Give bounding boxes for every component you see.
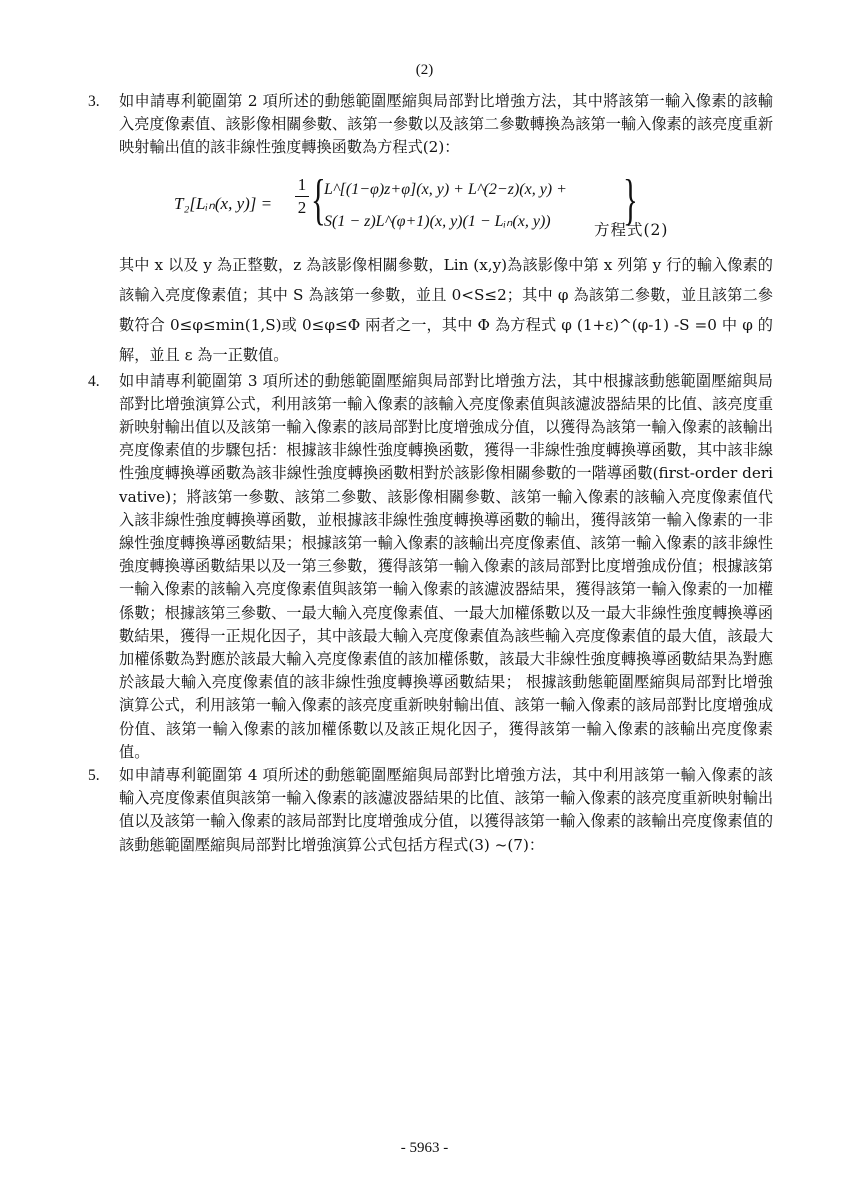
claim-text: 如申請專利範圍第 3 項所述的動態範圍壓縮與局部對比增強方法，其中根據該動態範圍壓縮與局部對比增強演算公式，利用該第一輸入像素的該輸入亮度像素值與該濾波器結果的比值、該亮度重新映射輸出值以及該第一輸入像素的該局部對比度增強成分值，以獲得為該第一輸入像素的該輸出亮度像素值的步驟包括：根據該非線性強度轉換函數，獲得一非線性強度轉換導函數，其中該非線性強度轉換導函數為該非線性強度轉換函數相對於該影像相關參數的一階導函數(first-order derivative)；將該第一參數、該第二參數、該影像相關參數、該第一輸入像素的該輸入亮度像素值代入該非線性強度轉換導函數，並根據該非線性強度轉換導函數的輸出，獲得該第一輸入像素的一非線性強度轉換導函數結果；根據該第一輸入像素的該輸出亮度像素值、該第一輸入像素的該非線性強度轉換導函數結果以及一第三參數，獲得該第一輸入像素的該局部對比度增強成份值；根據該第一輸入像素的該輸入亮度像素值與該第一輸入像素的該濾波器結果，獲得該第一輸入像素的一加權係數；根據該第三參數、一最大輸入亮度像素值、一最大加權係數以及一最大非線性強度轉換導函數結果，獲得一正規化因子，其中該最大輸入亮度像素值為該些輸入亮度像素值的最大值，該最大加權係數為對應於該最大輸入亮度像素值的該加權係數，該最大非線性強度轉換導函數結果為對應於該最大輸入亮度像素值的該非線性強度轉換導函數結果； 根據該動態範圍壓縮與局部對比增強演算公式，利用該第一輸入像素的該亮度重新映射輸出值、該第一輸入像素的該局部對比度增強成份值、該第一輸入像素的該加權係數以及該正規化因子，獲得該第一輸入像素的該輸出亮度像素值。 xyxy=(119,371,773,761)
page-label-top: (2) xyxy=(415,62,434,78)
claim-number: 4. xyxy=(88,372,100,390)
equation-fraction xyxy=(295,175,309,218)
claim-5 xyxy=(88,764,773,857)
claim-definitions: 其中 x 以及 y 為正整數，z 為該影像相關參數，Lin (x,y)為該影像中第 x 列第 y 行的輸入像素的該輸入亮度像素值；其中 S 為該第一參數，並且 0<S≤2；其中 φ 為該第二參數，並且該第二參數符合 0≤φ≤min(1,S)或 0≤φ≤Φ 兩者之一，其中 Φ 為方程式 φ (1+ε)^(φ-1) -S =0 中 φ 的解，並且 ε 為一正數值。 xyxy=(119,255,773,364)
claim-number: 5. xyxy=(88,767,100,785)
claim-3 xyxy=(88,90,773,370)
fraction-numerator: 1 xyxy=(297,174,307,194)
fraction-denominator: 2 xyxy=(297,197,307,217)
claim-text: 如申請專利範圍第 4 項所述的動態範圍壓縮與局部對比增強方法，其中利用該第一輸入像素的該輸入亮度像素值與該第一輸入像素的該濾波器結果的比值、該第一輸入像素的該亮度重新映射輸出值以及該第一輸入像素的該局部對比度增強成分值，以獲得該第一輸入像素的該輸出亮度像素值的該動態範圍壓縮與局部對比增強演算公式包括方程式(3) ~(7)： xyxy=(119,766,773,854)
page-number: - 5963 - xyxy=(400,1140,449,1156)
equation-2 xyxy=(119,166,773,248)
equation-lhs: T₂[Lᵢₙ(x, y)] = xyxy=(174,193,273,213)
equation-tag: 方程式(2) xyxy=(594,220,669,239)
claims-list xyxy=(88,90,773,857)
equation-row-2: S(1 − z)L^(φ+1)(x, y)(1 − Lᵢₙ(x, y)) xyxy=(324,212,551,230)
fraction-bar xyxy=(295,196,309,197)
left-brace: { xyxy=(311,168,326,231)
claim-number: 3. xyxy=(88,93,100,110)
equation-row-1: L^[(1−φ)z+φ](x, y) + L^(2−z)(x, y) + xyxy=(324,180,567,198)
claim-text: 如申請專利範圍第 2 項所述的動態範圍壓縮與局部對比增強方法，其中將該第一輸入像素的該輸入亮度像素值、該影像相關參數、該第一參數以及該第二參數轉換為該第一輸入像素的該亮度重新映射輸出值的該非線性強度轉換函數為方程式(2)： xyxy=(119,92,773,157)
claim-4 xyxy=(88,370,773,764)
right-brace: } xyxy=(623,168,638,231)
